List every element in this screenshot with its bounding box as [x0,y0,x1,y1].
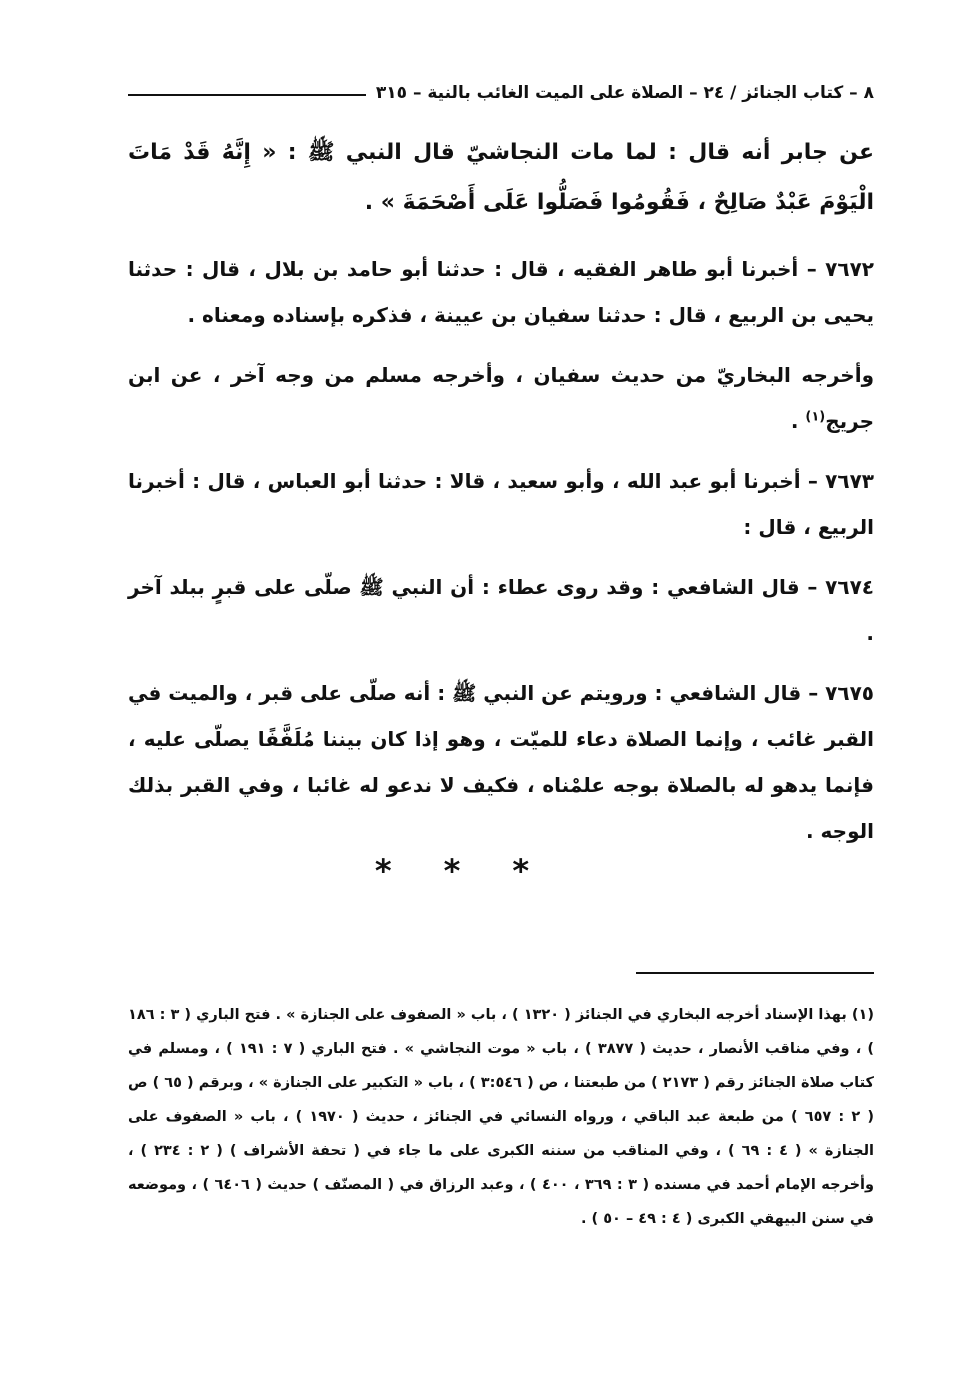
main-text [128,128,874,868]
header-title: ٨ – كتاب الجنائز / ٢٤ – الصلاة على الميت الغائب بالنية – ٣١٥ [375,83,874,103]
paragraph-end: . [790,409,806,433]
hadith-paragraph: ٧٦٧٣ – أخبرنا أبو عبد الله ، وأبو سعيد ، قالا : حدثنا أبو العباس ، قال : أخبرنا الربيع ، قال : [128,469,874,539]
footnote: (١) بهذا الإسناد أخرجه البخاري في الجنائز ( ١٣٢٠ ) ، باب « الصفوف على الجنازة » . فتح الباري ( ٣ : ١٨٦ ) ، وفي مناقب الأنصار ، حديث ( ٣٨٧٧ ) ، باب « موت النجاشي » . فتح الباري ( ٧ : ١٩١ ) ، ومسلم في كتاب صلاة الجنائز رقم ( ٢١٧٣ ) من طبعتنا ، ص ( ٣:٥٤٦ ) ، باب « التكبير على الجنازة » ، وبرقم ( ٦٥ ) ص ( ٢ : ٦٥٧ ) من طبعة عبد الباقي ، ورواه النسائي في الجنائز ، حديث ( ١٩٧٠ ) ، باب « الصفوف على الجنازة » ( ٤ : ٦٩ ) ، وفي المناقب من سننه الكبرى على ما جاء في ( تحفة الأشراف ) ( ٢ : ٢٣٤ ) ، وأخرجه الإمام أحمد في مسنده ( ٣ : ٣٦٩ ، ٤٠٠ ) ، وعبد الرزاق في ( المصنّف ) حديث ( ٦٤٠٦ ) ، وموضعه في سنن البيهقي الكبرى ( ٤ : ٤٩ – ٥٠ ) . [128,1007,875,1227]
footnote-rule [636,972,874,974]
footnote-reference[interactable]: (١) [805,409,826,425]
hadith-paragraph [128,352,874,444]
section-separator: *** [374,852,582,890]
hadith-paragraph: ٧٦٧٢ – أخبرنا أبو طاهر الفقيه ، قال : حدثنا أبو حامد بن بلال ، قال : حدثنا يحيى بن الربيع ، قال : حدثنا سفيان بن عيينة ، فذكره بإسناده ومعناه . [128,257,874,327]
hadith-paragraph: ٧٦٧٥ – قال الشافعي : ورويتم عن النبي ﷺ : أنه صلّى على قبر ، والميت في القبر غائب ، وإنما الصلاة دعاء للميّت ، وهو إذا كان بيننا مُلَفَّفًا يصلّى عليه ، فإنما يدهو له بالصلاة بوجه علمْناه ، فكيف لا ندعو له غائبا ، وفي القبر بذلك الوجه . [128,681,874,843]
hadith-paragraph: ٧٦٧٤ – قال الشافعي : وقد روى عطاء : أن النبي ﷺ صلّى على قبرٍ ببلد آخر . [128,575,874,645]
header-rule [128,94,366,96]
running-header [128,78,874,108]
paragraph-text: وأخرجه البخاريّ من حديث سفيان ، وأخرجه مسلم من وجه آخر ، عن ابن جريج [128,363,874,433]
hadith-paragraph: عن جابر أنه قال : لما مات النجاشيّ قال النبي ﷺ : « إِنَّهُ قَدْ مَاتَ الْيَوْمَ عَبْدٌ صَالِحٌ ، فَقُومُوا فَصَلُّوا عَلَى أَصْحَمَةَ » . [128,140,874,215]
